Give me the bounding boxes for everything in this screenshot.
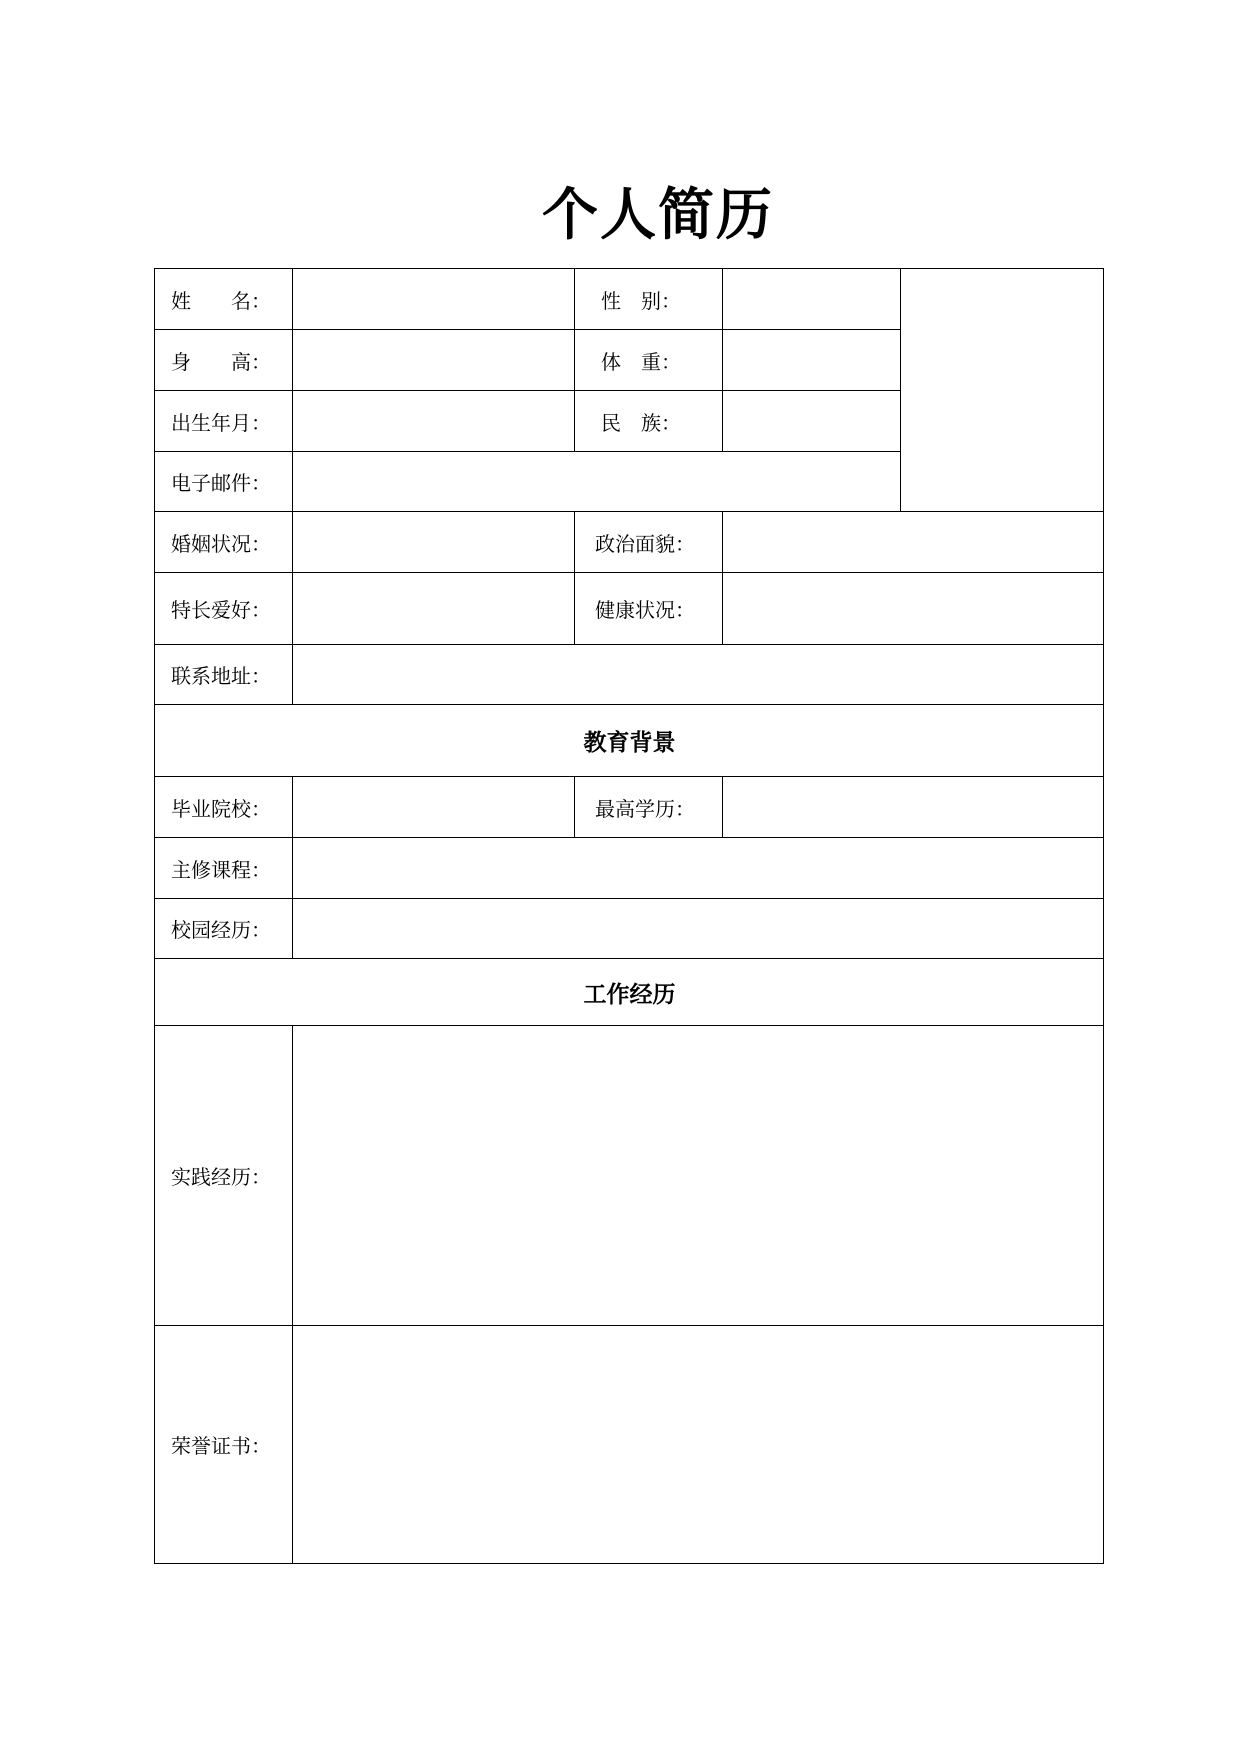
weight-field[interactable] bbox=[723, 330, 901, 391]
ethnicity-field[interactable] bbox=[723, 391, 901, 452]
height-label: 身 高： bbox=[155, 330, 293, 391]
political-field[interactable] bbox=[723, 512, 1104, 573]
honors-label: 荣誉证书： bbox=[155, 1326, 293, 1563]
courses-label: 主修课程： bbox=[155, 838, 293, 899]
hobby-label: 特长爱好： bbox=[155, 573, 293, 645]
gender-field[interactable] bbox=[723, 269, 901, 330]
campus-label: 校园经历： bbox=[155, 899, 293, 959]
degree-field[interactable] bbox=[723, 777, 1104, 838]
photo-area[interactable] bbox=[901, 269, 1104, 512]
degree-label: 最高学历： bbox=[575, 777, 723, 838]
height-field[interactable] bbox=[293, 330, 575, 391]
birth-label: 出生年月： bbox=[155, 391, 293, 452]
health-field[interactable] bbox=[723, 573, 1104, 645]
email-field[interactable] bbox=[293, 452, 901, 512]
resume-table bbox=[154, 268, 1104, 1564]
gender-label: 性 别： bbox=[575, 269, 723, 330]
name-label: 姓 名： bbox=[155, 269, 293, 330]
campus-field[interactable] bbox=[293, 899, 1104, 959]
address-label: 联系地址： bbox=[155, 645, 293, 705]
school-field[interactable] bbox=[293, 777, 575, 838]
name-field[interactable] bbox=[293, 269, 575, 330]
practice-label: 实践经历： bbox=[155, 1026, 293, 1326]
courses-field[interactable] bbox=[293, 838, 1104, 899]
email-label: 电子邮件： bbox=[155, 452, 293, 512]
education-section-title: 教育背景 bbox=[155, 705, 1104, 777]
ethnicity-label: 民 族： bbox=[575, 391, 723, 452]
hobby-field[interactable] bbox=[293, 573, 575, 645]
practice-field[interactable] bbox=[293, 1026, 1104, 1326]
health-label: 健康状况： bbox=[575, 573, 723, 645]
work-section-title: 工作经历 bbox=[155, 959, 1104, 1026]
birth-field[interactable] bbox=[293, 391, 575, 452]
marital-field[interactable] bbox=[293, 512, 575, 573]
address-field[interactable] bbox=[293, 645, 1104, 705]
page-title: 个人简历 bbox=[542, 183, 774, 248]
marital-label: 婚姻状况： bbox=[155, 512, 293, 573]
school-label: 毕业院校： bbox=[155, 777, 293, 838]
political-label: 政治面貌： bbox=[575, 512, 723, 573]
honors-field[interactable] bbox=[293, 1326, 1104, 1563]
weight-label: 体 重： bbox=[575, 330, 723, 391]
